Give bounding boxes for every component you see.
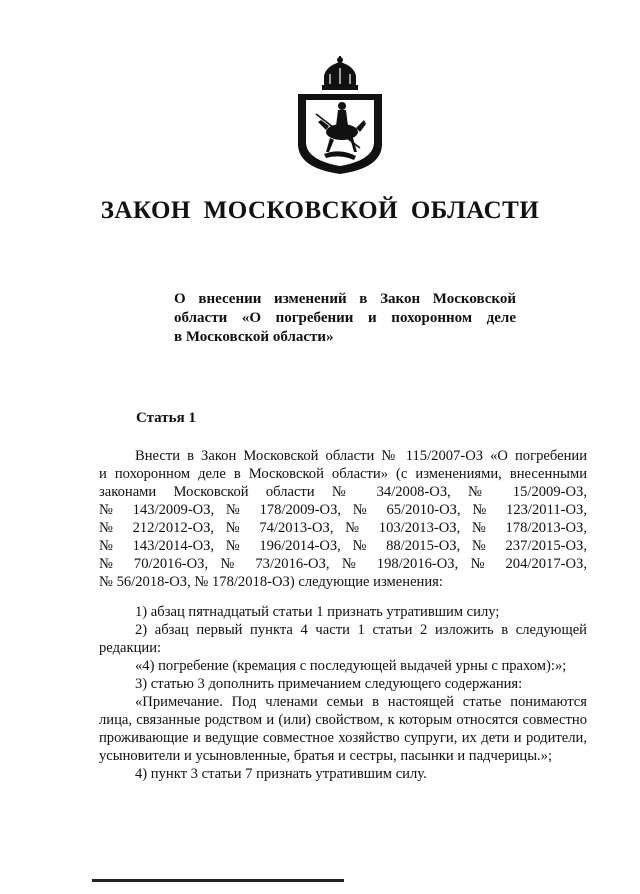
body-line: редакции: [99, 640, 162, 656]
subject-line: в Московской области» [174, 329, 334, 345]
body-line: № 143/2014-ОЗ, № 196/2014-ОЗ, № 88/2015-ОЗ, № 237/2015-ОЗ, [99, 538, 587, 554]
body-line: законами Московской области № 34/2008-ОЗ, № 15/2009-ОЗ, [99, 484, 587, 500]
document-title: ЗАКОН МОСКОВСКОЙ ОБЛАСТИ [100, 197, 540, 224]
body-line: 1) абзац пятнадцатый статьи 1 признать утратившим силу; [135, 604, 500, 620]
body-line: усыновители и усыновленные, братья и сестры, пасынки и падчерицы.»; [99, 748, 553, 764]
body-line: лица, связанные родством и (или) свойством, к которым относятся совместно [99, 712, 587, 728]
moscow-oblast-coat-of-arms-icon [294, 56, 386, 176]
law-subject [174, 290, 516, 347]
page-bottom-rule [92, 879, 344, 882]
body-line: № 143/2009-ОЗ, № 178/2009-ОЗ, № 65/2010-ОЗ, № 123/2011-ОЗ, [99, 502, 587, 518]
body-line: 3) статью 3 дополнить примечанием следующего содержания: [135, 676, 523, 692]
body-line: № 70/2016-ОЗ, № 73/2016-ОЗ, № 198/2016-ОЗ, № 204/2017-ОЗ, [99, 556, 587, 572]
body-line: Внести в Закон Московской области № 115/2007-ОЗ «О погребении [135, 448, 587, 464]
subject-line: области «О погребении и похоронном деле [174, 310, 516, 326]
body-line: проживающие и ведущие совместное хозяйство супруги, их дети и родители, [99, 730, 587, 746]
subject-line: О внесении изменений в Закон Московской [174, 291, 516, 307]
article-heading: Статья 1 [136, 410, 196, 426]
body-line: № 56/2018-ОЗ, № 178/2018-ОЗ) следующие изменения: [99, 574, 443, 590]
crown-icon [322, 56, 358, 90]
body-line: 4) пункт 3 статьи 7 признать утратившим силу. [135, 766, 427, 782]
body-line: и похоронном деле в Московской области» (с изменениями, внесенными [99, 466, 587, 482]
body-line: № 212/2012-ОЗ, № 74/2013-ОЗ, № 103/2013-ОЗ, № 178/2013-ОЗ, [99, 520, 587, 536]
body-line: «Примечание. Под членами семьи в настоящей статье понимаются [135, 694, 587, 710]
body-line: 2) абзац первый пункта 4 части 1 статьи 2 изложить в следующей [135, 622, 587, 638]
body-line: «4) погребение (кремация с последующей выдачей урны с прахом):»; [135, 658, 567, 674]
